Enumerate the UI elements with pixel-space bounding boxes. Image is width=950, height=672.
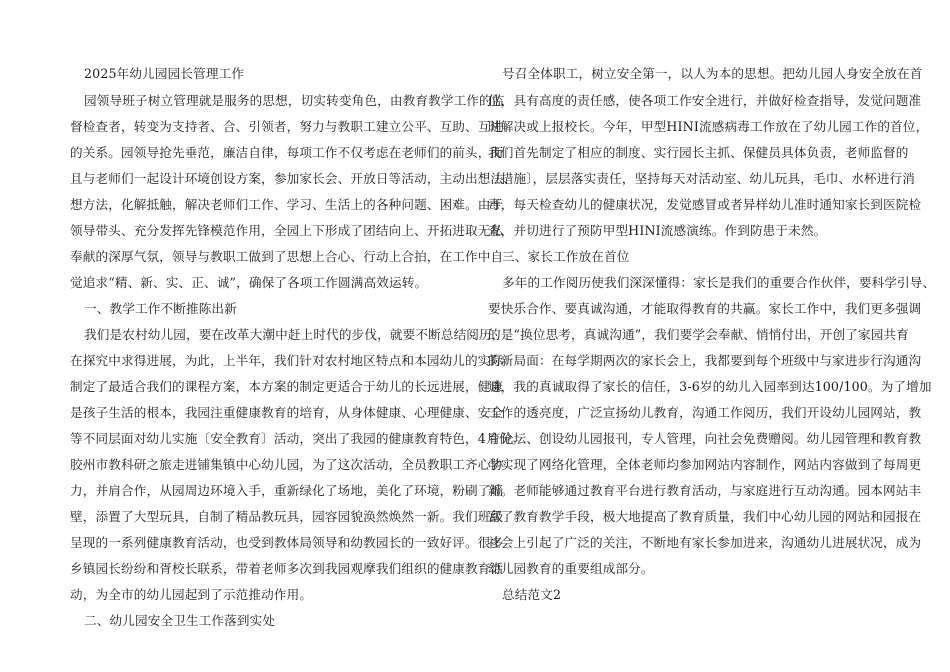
paragraph-line: 我们是农村幼儿园，要在改革大潮中赶上时代的步伐，就要不断总结阅历， [84,327,505,342]
paragraph-line: 督检查者，转变为支持者、合、引领者，努力与教职工建立公平、互助、互进 [70,119,504,134]
paragraph-line: 位，具有高度的责任感，使各项工作安全进行，并做好检查指导，发觉问题准 [488,93,922,108]
paragraph-line: 学实现了网络化管理，全体老师均参加网站内容制作，网站内容做到了每周更 [488,457,922,472]
section-heading: 一、教学工作不断推陈出新 [84,301,237,316]
paragraph-line: 且与老师们一起设计环境创设方案，参加家长会、开放日等活动，主动出想法、 [70,171,517,186]
paragraph-line: 胶州市教科研之旅走进铺集镇中心幼儿园，为了这次活动，全员教职工齐心协 [70,457,504,472]
paragraph-line: 乡镇园长纷纷和胥校长联系，带着老师多次到我园观摩我们组织的健康教育活 [70,561,504,576]
paragraph-line: 动，为全市的幼儿园起到了示范推动作用。 [70,587,313,602]
paragraph-line: 觉追求“精、新、实、正、诚”，确保了各项工作圆满高效运转。 [70,275,428,290]
paragraph-line: 力，并肩合作，从园周边环境入手，重新绿化了场地，美化了环境，粉刷了墙 [70,483,504,498]
paragraph-line: 是孩子生活的根本，我园注重健康教育的培育，从身体健康、心理健康、安全 [70,405,504,420]
section-heading: 三、家长工作放在首位 [502,249,630,264]
paragraph-line: 园领导班子树立管理就是服务的思想，切实转变角色，由教育教学工作的监 [84,93,505,108]
paragraph-line: 呈现的一系列健康教育活动，也受到教体局领导和幼教园长的一致好评。很多 [70,535,504,550]
paragraph-line: 制定了最适合我们的课程方案，本方案的制定更适合于幼儿的长远进展，健康 [70,379,504,394]
paragraph-line: 壁，添置了大型玩具，自制了精品教玩具，园容园貌涣然焕然一新。我们班级 [70,509,504,524]
paragraph-line: 号召全体职工，树立安全第一，以人为本的思想。把幼儿园人身安全放在首 [502,66,923,81]
paragraph-line: 新。老师能够通过教育平台进行教育活动，与家庭进行互动沟通。园本网站丰 [488,483,922,498]
doc-title: 2025年幼儿园园长管理工作 [84,66,245,81]
paragraph-line: 社会上引起了广泛的关注，不断地有家长参加进来，沟通幼儿进展状况，成为 [488,535,922,550]
paragraph-line: 〔措施〕，层层落实责任，坚持每天对活动室、幼儿玩具，毛巾、水杯进行消 [488,171,915,186]
paragraph-line: 时解决或上报校长。今年，甲型HINI流感病毒工作放在了幼儿园工作的首位， [488,119,929,134]
paragraph-line: 毒，每天检查幼儿的健康状况，发觉感冒或者异样幼儿准时通知家长到医院检 [488,197,922,212]
paragraph-line: 通，我的真诚取得了家长的信任，3-6岁的幼儿入园率到达100/100。为了增加 [488,379,932,394]
paragraph-line: 我们首先制定了相应的制度、实行园长主抓、保健员具体负责，老师监督的 [488,145,909,160]
paragraph-line: 在探究中求得进展，为此，上半年，我们针对农村地区特点和本园幼儿的实际 [70,353,504,368]
section-heading: 总结范文2 [502,587,562,602]
paragraph-line: 要快乐合作、要真诚沟通，才能取得教育的共赢。家长工作中，我们更多强调 [488,301,922,316]
paragraph-line: 的关系。园领导抢先垂范，廉洁自律，每项工作不仅考虑在老师们的前头，而 [70,145,504,160]
paragraph-line: 工作的透亮度，广泛宣扬幼儿教育，沟通工作阅历，我们开设幼儿园网站，教 [488,405,922,420]
paragraph-line: 多年的工作阅历使我们深深懂得：家长是我们的重要合作伙伴，要科学引导、 [502,275,936,290]
paragraph-line: 领导带头、充分发挥先锋模范作用，全园上下形成了团结向上、开拓进取无私 [70,223,504,238]
section-heading: 二、幼儿园安全卫生工作落到实处 [84,613,276,628]
paragraph-line: 查，并切进行了预防甲型HINI流感演练。作到防患于未然。 [488,223,827,238]
paragraph-line: 的新局面：在每学期两次的家长会上，我都要到每个班级中与家进步行沟通沟 [488,353,922,368]
paragraph-line: 想方法，化解抵触，解决老师们工作、学习、生活上的各种问题、困难。由于 [70,197,504,212]
paragraph-line: 富了教育教学手段，极大地提高了教育质量，我们中心幼儿园的网站和园报在 [488,509,922,524]
paragraph-line: 幼儿园教育的重要组成部分。 [488,561,654,576]
paragraph-line: 的是“换位思考，真诚沟通”，我们要学会奉献、悄悄付出，开创了家园共育 [488,327,909,342]
paragraph-line: 奉献的深厚气氛，领导与教职工做到了思想上合心、行动上合拍，在工作中自 [70,249,504,264]
paragraph-line: 等不同层面对幼儿实施〔安全教育〕活动，突出了我园的健康教育特色，4月份。 [70,431,525,446]
paragraph-line: 育论坛、创设幼儿园报刊，专人管理，向社会免费赠阅。幼儿园管理和教育教 [488,431,922,446]
